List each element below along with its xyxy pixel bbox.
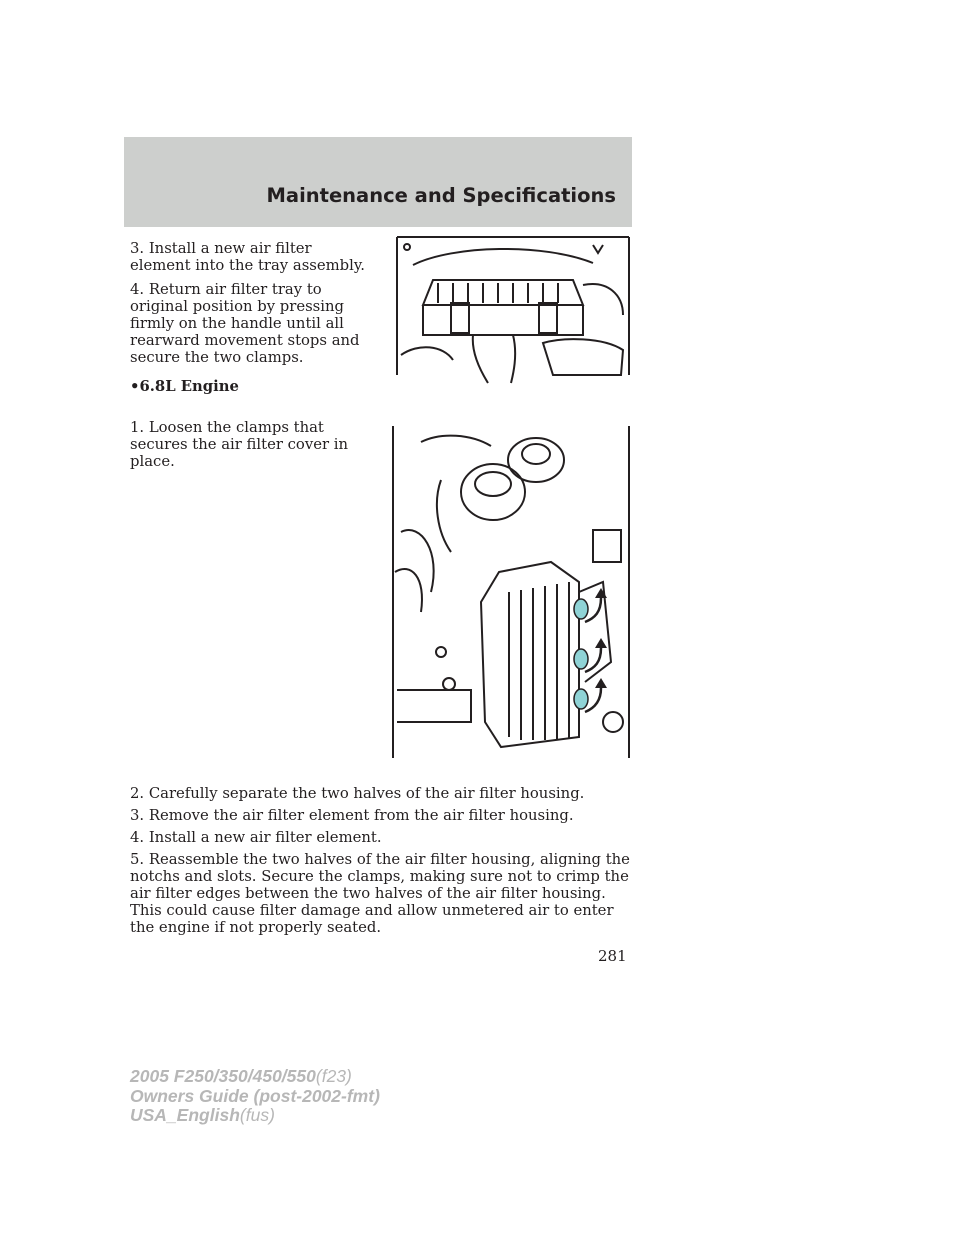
step-2-text: 2. Carefully separate the two halves of the air filter housing. [130, 785, 585, 802]
engine-heading [130, 378, 239, 395]
footer-guide: Owners Guide (post-2002-fmt) [130, 1085, 380, 1106]
step-3-tray-text: 3. Install a new air filter element into the tray assembly. [130, 240, 365, 274]
bullet-symbol: • [130, 378, 140, 395]
footer-locale: USA_English [130, 1105, 240, 1125]
air-filter-tray-drawing [393, 225, 633, 385]
air-filter-tray-illustration [393, 225, 633, 385]
step-3-text: 3. Remove the air filter element from the air filter housing. [130, 807, 574, 824]
air-filter-housing-drawing [381, 422, 635, 762]
footer-model: 2005 F250/350/450/550 [130, 1066, 316, 1086]
engine-air-filter-housing-illustration [381, 422, 635, 762]
step-5-text: 5. Reassemble the two halves of the air filter housing, aligning the notchs and slots. Secure the clamps, making sure not to crimp the air filter edges between the two halves of the air filter housing. This could cause filter damage and allow unmetered air to enter the engine if not properly seated. [130, 851, 630, 936]
step-4-text: 4. Install a new air filter element. [130, 829, 382, 846]
document-footer [130, 1067, 380, 1126]
clamp-highlights [574, 599, 588, 709]
page-number: 281 [598, 947, 627, 965]
footer-model-line [130, 1067, 380, 1087]
step-1-text: 1. Loosen the clamps that secures the air filter cover in place. [130, 419, 348, 470]
section-title: Maintenance and Specifications [266, 184, 616, 207]
section-header-band [124, 137, 632, 227]
footer-model-code: (f23) [315, 1066, 352, 1086]
footer-locale-code: (fus) [239, 1105, 275, 1125]
engine-heading-text: 6.8L Engine [139, 378, 239, 395]
step-4-tray-text: 4. Return air filter tray to original position by pressing firmly on the handle until all rearward movement stops and secure the two clamps. [130, 281, 360, 366]
footer-locale-line [130, 1106, 380, 1126]
